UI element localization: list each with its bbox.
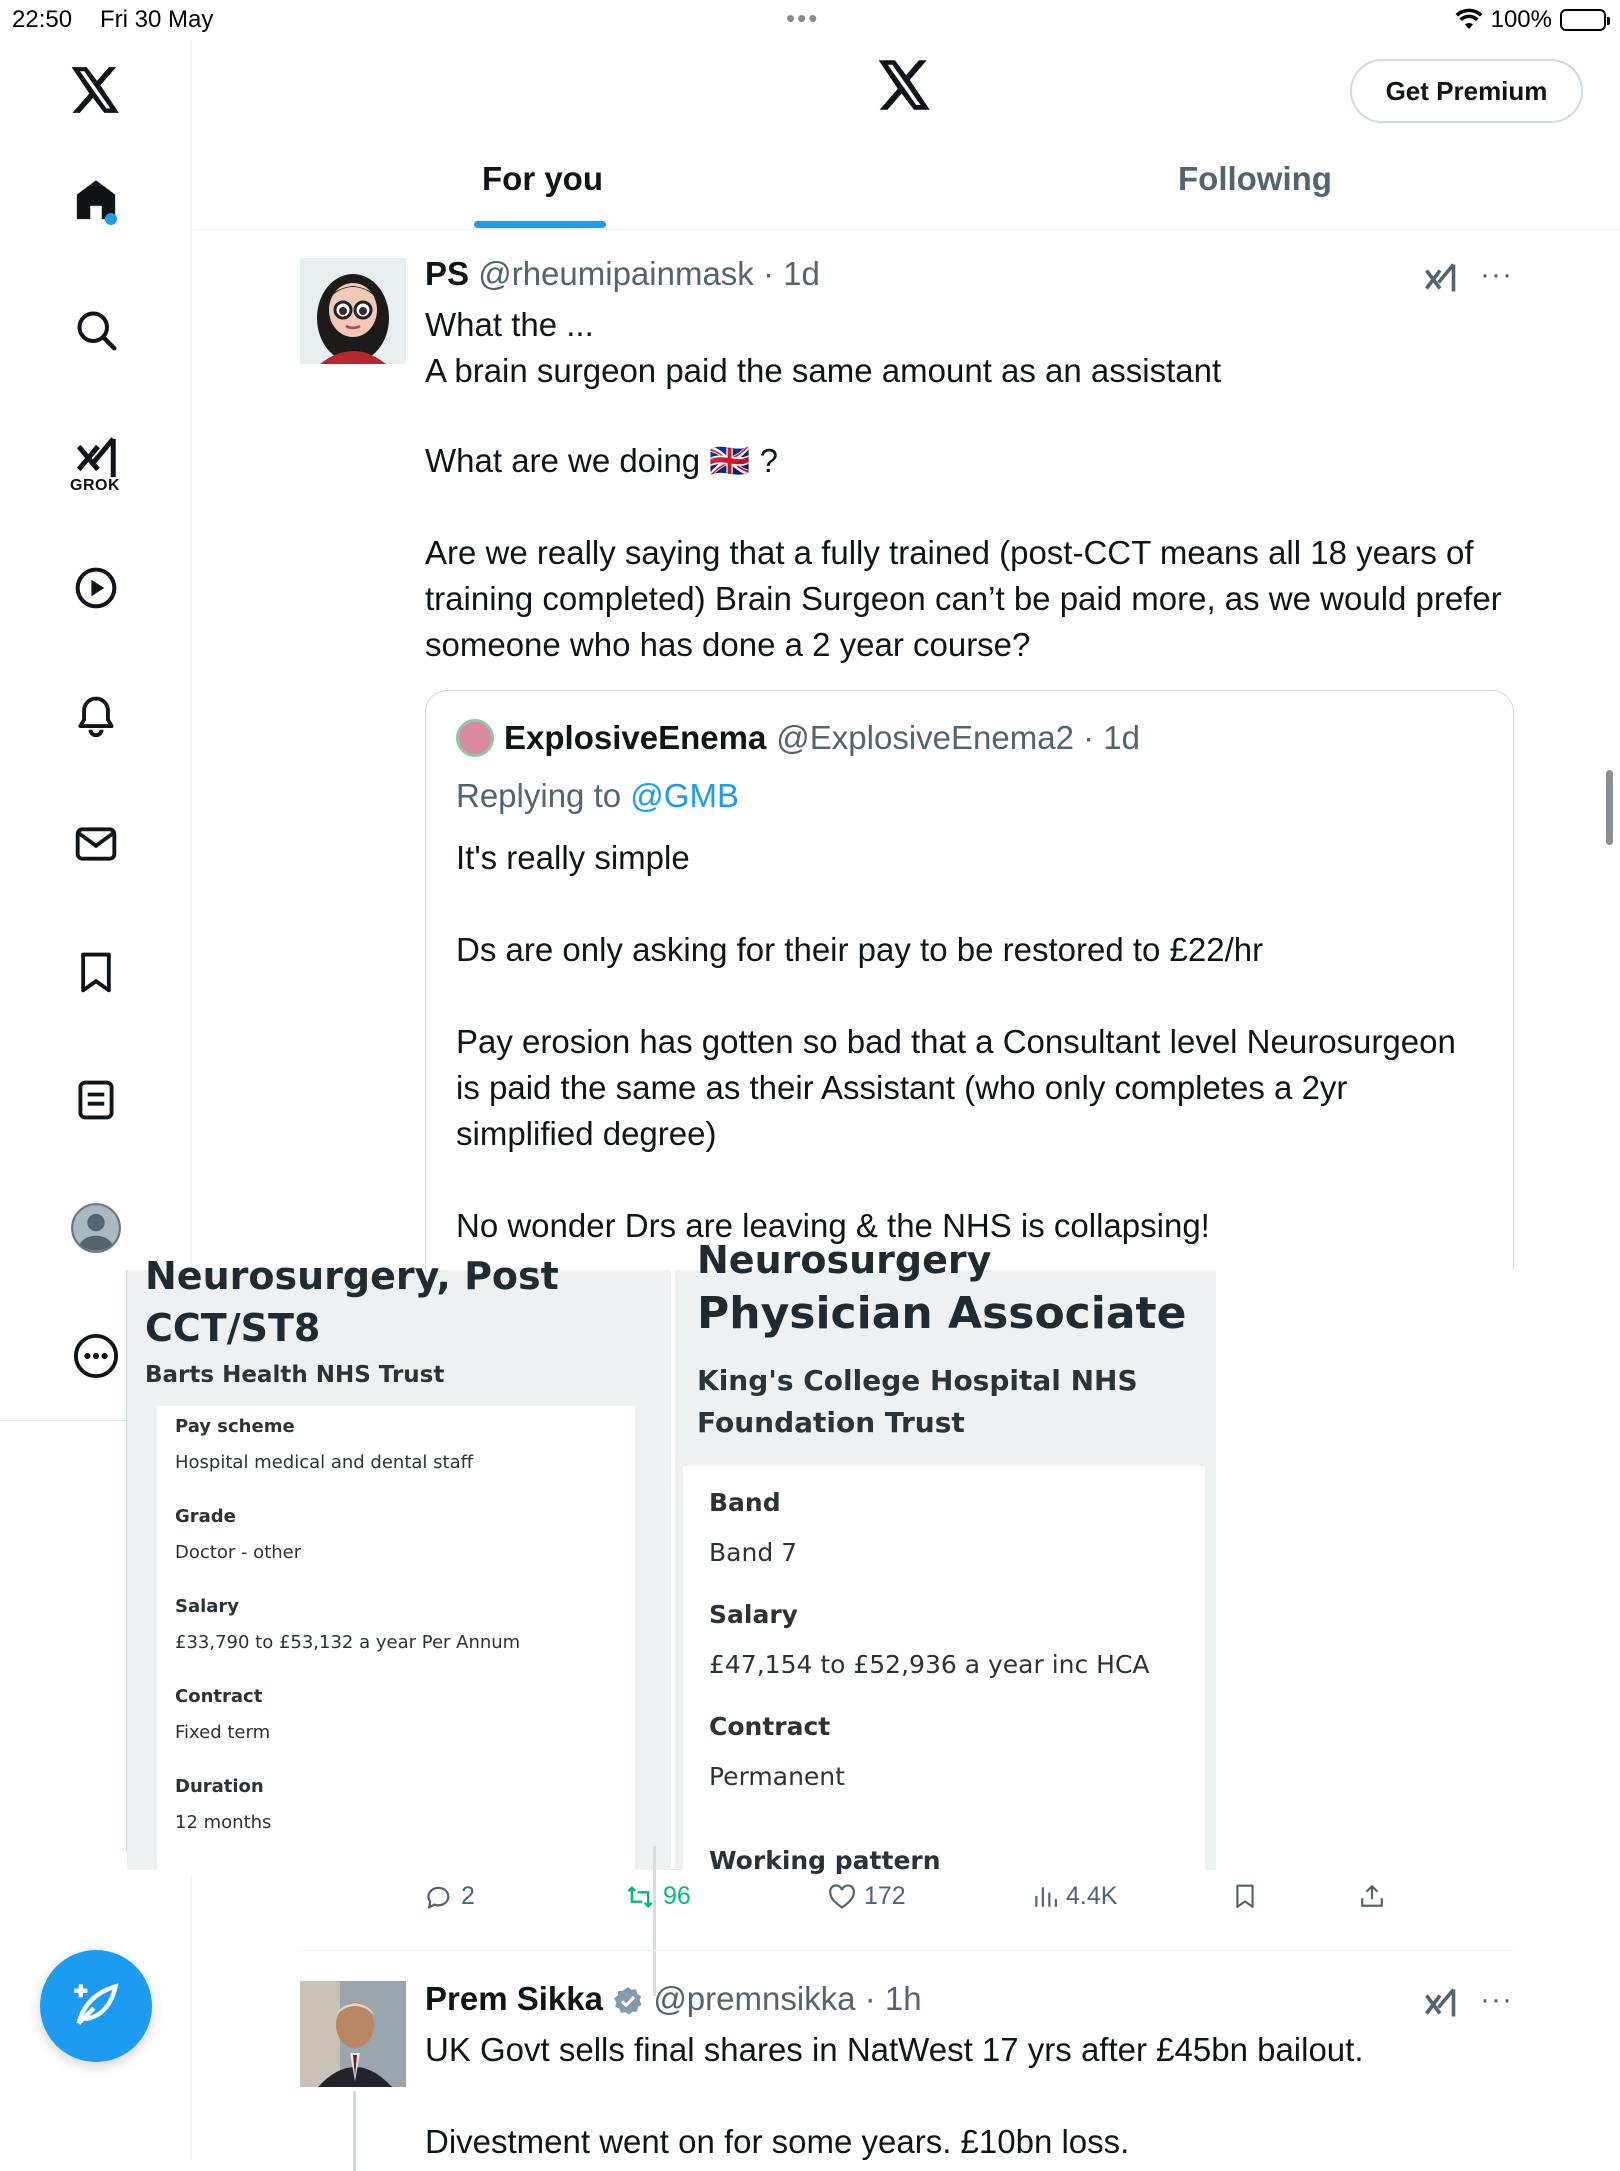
detail-value: £47,154 to £52,936 a year inc HCA xyxy=(709,1650,1150,1679)
quote-avatar[interactable] xyxy=(456,719,494,757)
detail-label: Salary xyxy=(709,1600,798,1629)
separator-dot: · xyxy=(753,255,784,292)
quote-author-name[interactable]: ExplosiveEnema xyxy=(504,719,767,756)
bookmarks-icon[interactable] xyxy=(56,932,136,1012)
detail-label: Grade xyxy=(175,1506,236,1527)
tweet-line: A brain surgeon paid the same amount as an assistant xyxy=(425,352,1222,389)
detail-label: Salary xyxy=(175,1596,240,1617)
detail-value: Band 7 xyxy=(709,1538,798,1567)
author-handle[interactable]: @rheumipainmask xyxy=(478,255,754,292)
detail-label-cut: Working pattern xyxy=(709,1846,941,1875)
view-count: 4.4K xyxy=(1066,1882,1118,1910)
detail-value: Fixed term xyxy=(175,1722,271,1743)
detail-label: Band xyxy=(709,1488,781,1517)
profile-icon[interactable] xyxy=(56,1188,136,1268)
battery-percent: 100% xyxy=(1490,6,1552,33)
tweet-actions xyxy=(425,1882,1425,1932)
bookmark-icon xyxy=(1232,1882,1258,1910)
repost-count: 96 xyxy=(663,1882,691,1910)
tweet-text xyxy=(425,2027,1515,2165)
reply-icon xyxy=(425,1883,453,1911)
page-scroll-indicator[interactable] xyxy=(1606,770,1613,845)
quoted-tweet[interactable] xyxy=(425,690,1514,1282)
active-tab-indicator xyxy=(474,221,606,228)
like-button[interactable] xyxy=(828,1882,906,1911)
compose-post-button[interactable] xyxy=(40,1950,152,2062)
detail-label: Pay scheme xyxy=(175,1416,295,1437)
video-icon[interactable] xyxy=(56,548,136,628)
multitasking-dots-icon[interactable]: ••• xyxy=(786,3,820,33)
x-logo-icon[interactable] xyxy=(878,60,932,115)
tweet-header: Prem Sikka @premnsikka · 1h xyxy=(425,1980,922,2017)
detail-value: Doctor - other xyxy=(175,1542,302,1563)
status-indicators xyxy=(1455,6,1606,34)
avatar[interactable] xyxy=(300,258,406,364)
detail-value: 12 months xyxy=(175,1812,272,1833)
lists-icon[interactable] xyxy=(56,1060,136,1140)
tweet-line xyxy=(425,438,1515,484)
grok-explain-icon[interactable] xyxy=(1422,1985,1458,2026)
employer: King's College Hospital NHS Foundation Trust xyxy=(697,1364,1138,1439)
bookmark-button[interactable] xyxy=(1232,1882,1258,1910)
timeline-header xyxy=(193,40,1620,230)
views-button[interactable] xyxy=(1032,1882,1117,1911)
detail-value: £33,790 to £53,132 a year Per Annum xyxy=(175,1632,521,1653)
share-button[interactable] xyxy=(1359,1882,1385,1910)
views-chart-icon xyxy=(1032,1884,1058,1910)
thread-line xyxy=(353,2091,356,2171)
tab-following[interactable]: Following xyxy=(1178,160,1332,197)
status-time: 22:50 xyxy=(12,6,73,33)
media-left-job-listing[interactable] xyxy=(127,1254,671,1870)
mention-link[interactable]: @GMB xyxy=(630,777,739,814)
tweet-line: UK Govt sells final shares in NatWest 17 yrs after £45bn bailout. xyxy=(425,2031,1364,2068)
tweet-text xyxy=(425,302,1515,668)
job-title-cut: Neurosurgery xyxy=(697,1238,992,1282)
replying-to: Replying to @GMB xyxy=(456,777,739,814)
author-name[interactable]: Prem Sikka xyxy=(425,1980,603,2017)
quote-line: Ds are only asking for their pay to be restored to £22/hr xyxy=(456,931,1264,968)
detail-label: Contract xyxy=(709,1712,831,1741)
more-options-icon[interactable]: ··· xyxy=(1480,1983,1513,2016)
heart-icon xyxy=(828,1884,856,1910)
tab-for-you[interactable]: For you xyxy=(482,160,603,197)
messages-icon[interactable] xyxy=(56,804,136,884)
detail-value: Hospital medical and dental staff xyxy=(175,1452,474,1473)
grok-explain-icon[interactable] xyxy=(1422,260,1458,301)
x-logo-icon[interactable] xyxy=(56,50,136,130)
like-count: 172 xyxy=(864,1882,906,1910)
author-handle[interactable]: @premnsikka xyxy=(653,1980,856,2017)
tweet-divider xyxy=(300,1950,1515,1951)
detail-label: Contract xyxy=(175,1686,263,1707)
status-bar xyxy=(0,0,1620,40)
tweet-header xyxy=(425,255,820,293)
quote-media[interactable] xyxy=(126,1238,1215,1875)
battery-icon xyxy=(1560,9,1606,31)
detail-label: Duration xyxy=(175,1776,264,1797)
quote-line: It's really simple xyxy=(456,839,690,876)
compose-feather-icon xyxy=(70,1980,122,2032)
reply-button[interactable] xyxy=(425,1882,475,1911)
tweet-line: Divestment went on for some years. £10bn loss. xyxy=(425,2123,1130,2160)
share-icon xyxy=(1359,1882,1385,1910)
tweet-line: Are we really saying that a fully trained (post-CCT means all 18 years of training completed) Brain Surgeon can’t be paid more, as we would prefer someone who has done a 2 year course? xyxy=(425,534,1502,663)
verified-badge-icon xyxy=(612,1985,644,2017)
employer: Barts Health NHS Trust xyxy=(145,1362,445,1388)
tweet-line: What the ... xyxy=(425,306,594,343)
job-details-card xyxy=(157,1406,635,1876)
quote-text xyxy=(456,835,1486,1249)
home-notification-dot xyxy=(105,213,117,225)
author-name[interactable]: PS xyxy=(425,255,470,292)
get-premium-button[interactable]: Get Premium xyxy=(1350,59,1583,123)
more-icon[interactable] xyxy=(56,1316,136,1396)
quote-header xyxy=(456,719,1140,757)
media-right-job-listing[interactable] xyxy=(675,1238,1216,1875)
status-date: Fri 30 May xyxy=(100,6,214,33)
tweet-time[interactable]: 1d xyxy=(783,255,820,292)
quote-line: Pay erosion has gotten so bad that a Consultant level Neurosurgeon is paid the same as their Assistant (who only completes a 2yr simplified degree) xyxy=(456,1023,1456,1152)
grok-label: GROK xyxy=(70,477,120,494)
job-title: Neurosurgery, Post CCT/ST8 xyxy=(145,1254,559,1350)
search-icon[interactable] xyxy=(56,290,136,370)
avatar[interactable] xyxy=(300,1981,406,2087)
more-options-icon[interactable]: ··· xyxy=(1480,258,1513,291)
repost-icon xyxy=(625,1883,655,1911)
home-icon[interactable] xyxy=(56,160,136,240)
repost-button[interactable] xyxy=(625,1882,691,1911)
wifi-icon xyxy=(1455,9,1483,31)
job-details-card xyxy=(683,1466,1205,1886)
tweet-time[interactable]: 1h xyxy=(884,1980,922,2017)
quote-line: No wonder Drs are leaving & the NHS is collapsing! xyxy=(456,1207,1210,1244)
tweet-line-text: What are we doing 🇬🇧 ? xyxy=(425,442,778,479)
reply-count: 2 xyxy=(461,1882,475,1910)
quote-author-handle[interactable]: @ExplosiveEnema2 · 1d xyxy=(776,719,1140,756)
notifications-icon[interactable] xyxy=(56,676,136,756)
detail-value: Permanent xyxy=(709,1762,845,1791)
job-title: Physician Associate xyxy=(697,1288,1187,1339)
